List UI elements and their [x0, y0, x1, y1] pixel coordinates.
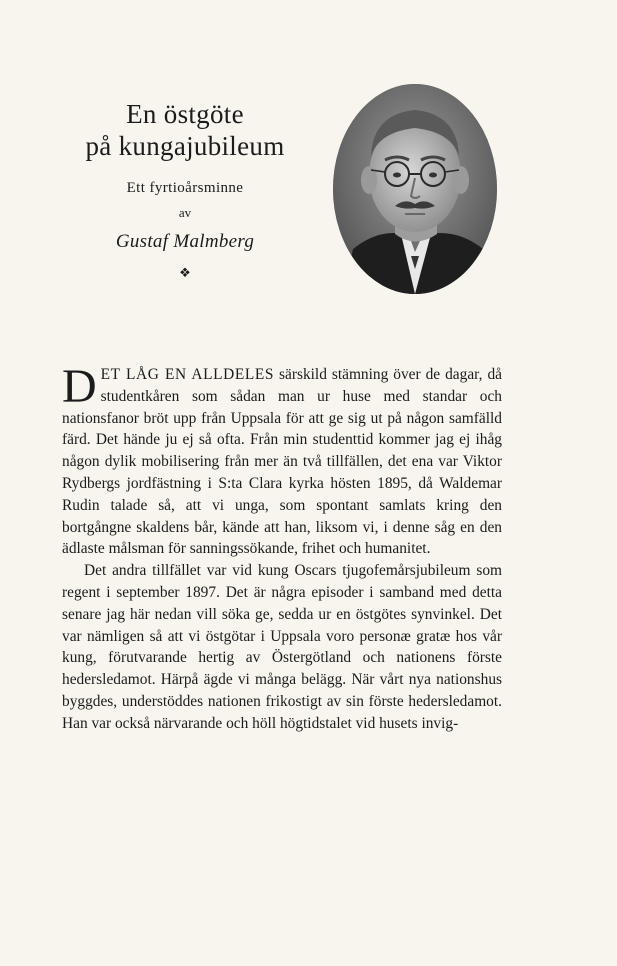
subtitle: Ett fyrtioårsminne: [126, 180, 244, 196]
lead-caps: ET LÅG EN ALLDELES: [100, 366, 275, 383]
drop-cap: D: [62, 360, 97, 413]
paragraph-2: Det andra tillfället var vid kung Oscars tjugofemårsjubileum som regent i september 1897. Det är några episoder i samband med detta senare jag här nedan vill söka ge, sedda ur en östgötes synvinkel. Det var nämligen så att vi östgötar i Uppsala voro personæ gratæ hos vår kung, förutvarande hertig av Östergötland och nationens förste hedersledamot. Härpå ägde vi många belägg. När vårt nya nationshus byggdes, understöddes nationen frikostigt av sin förste hedersledamot. Han var också närvarande och höll högtidstalet vid husets invig-: [62, 562, 502, 732]
paragraph-1-text: särskild stämning över de dagar, då studentkåren som sådan man ur huse med standar och nationsfanor bröt upp från Uppsala för att ge sig ut på någon samfälld färd. Det hände ju ej så ofta. Från min studenttid kommer jag ej ihåg någon dylik mobilisering från mer än två tillfällen, det ena var Viktor Rydbergs jordfästning i S:ta Clara kyrka hösten 1895, då Waldemar Rudin talade så, att vi unga, som spontant samlats kring den bortgångne skaldens bår, kände att han, liksom vi, i denne såg en den ädlaste målsman för sanningssökande, frihet och humanitet.: [62, 366, 503, 558]
paragraph-1: [62, 360, 503, 560]
by-line: av: [178, 205, 192, 220]
ornament-icon: ❖: [179, 265, 191, 280]
article-body: [62, 360, 503, 735]
author-name: Gustaf Malmberg: [115, 231, 255, 252]
title-line-1: En östgöte: [126, 99, 244, 129]
title-line-2: på kungajubileum: [85, 131, 285, 161]
author-portrait: [333, 84, 497, 294]
title-block: [60, 98, 310, 281]
